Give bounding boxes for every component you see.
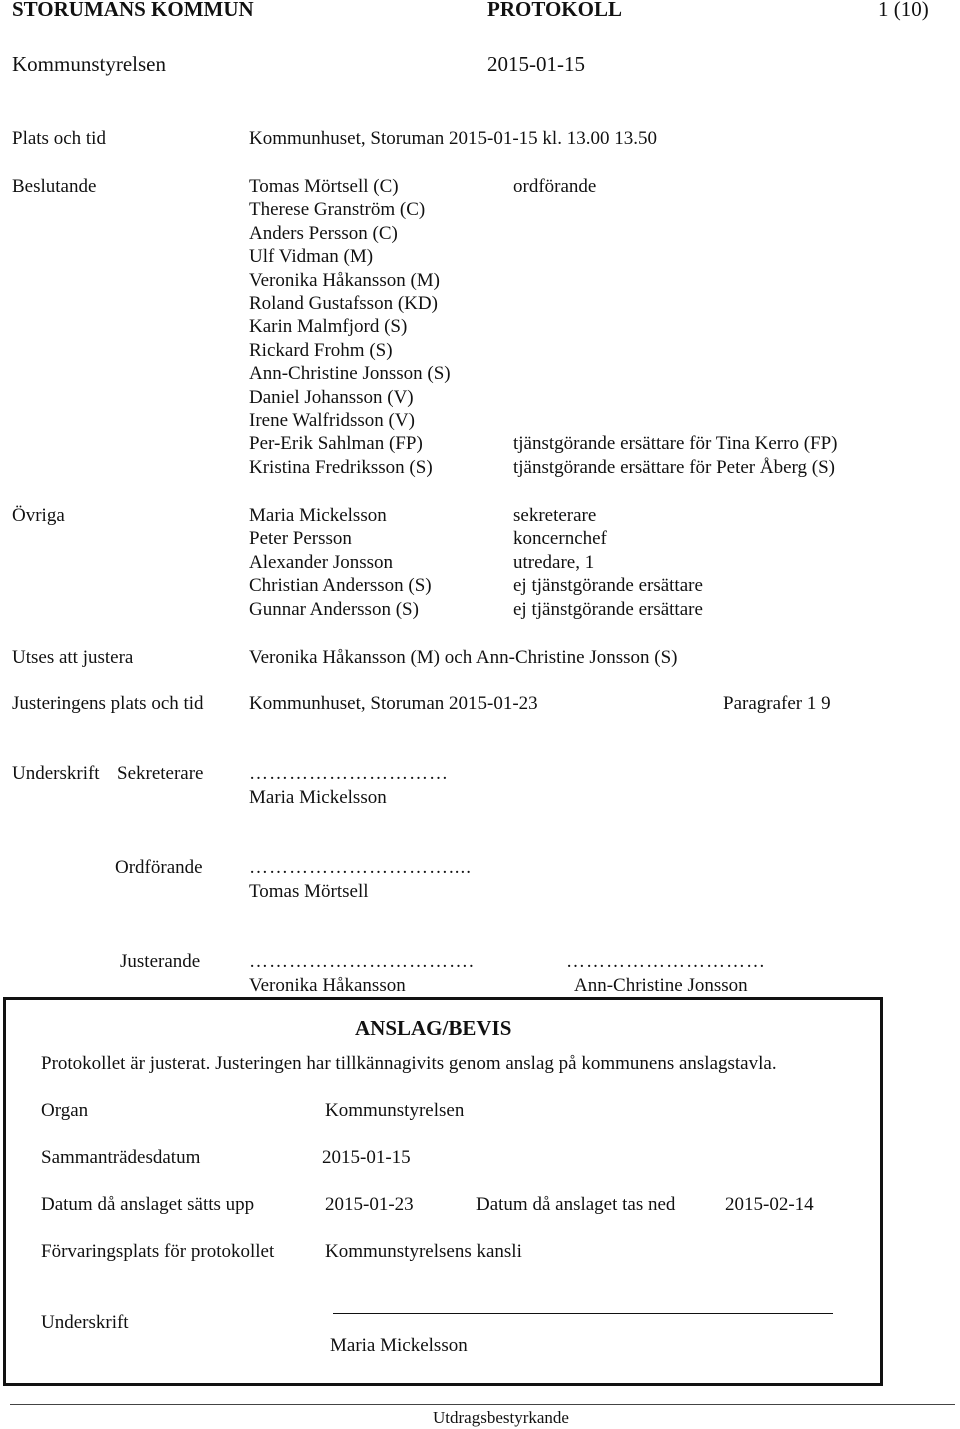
notice-signature-name: Maria Mickelsson [330,1335,468,1356]
notice-signature-label: Underskrift [41,1312,129,1333]
meeting-date: 2015-01-15 [487,52,585,76]
committee-name: Kommunstyrelsen [12,52,166,76]
adjuster2-name: Ann-Christine Jonsson [574,975,748,996]
member-name: Rickard Frohm (S) [249,339,393,361]
signature-title: Underskrift [12,763,100,784]
storage-value: Kommunstyrelsens kansli [325,1241,522,1262]
notice-box [3,997,883,1386]
others-label: Övriga [12,505,65,526]
member-role [513,269,838,292]
member-name: Ulf Vidman (M) [249,246,374,268]
member-role [513,315,838,338]
adjustment-value: Kommunhuset, Storuman 2015-01-23 [249,693,538,714]
adjusters-label: Utses att justera [12,647,134,668]
notice-statement: Protokollet är justerat. Justeringen har tillkännagivits genom anslag på kommunens anslagstavla. [41,1053,777,1074]
secretary-label: Sekreterare [117,763,204,784]
chair-signature-line: ………………………….... [249,857,472,878]
other-role: sekreterare [513,505,597,526]
posted-date-value: 2015-01-23 [325,1194,414,1215]
member-name: Irene Walfridsson (V) [249,409,415,431]
other-role: utredare, 1 [513,551,595,573]
other-role: ej tjänstgörande ersättare [513,598,703,620]
footer-divider [10,1404,955,1405]
other-name: Peter Persson [249,528,352,550]
other-name: Alexander Jonsson [249,551,394,573]
member-name: Daniel Johansson (V) [249,386,414,408]
place-label: Plats och tid [12,128,106,149]
member-name: Therese Granström (C) [249,199,426,221]
member-role [513,362,838,385]
member-role [513,339,838,362]
other-role: ej tjänstgörande ersättare [513,575,703,597]
member-name: Veronika Håkansson (M) [249,269,441,291]
member-name: Anders Persson (C) [249,222,398,244]
org-name: STORUMANS KOMMUN [12,0,254,21]
notice-signature-line [333,1313,833,1314]
adjuster1-signature-line: ……………………………. [249,951,475,972]
meeting-date-value: 2015-01-15 [322,1147,411,1168]
member-name: Ann-Christine Jonsson (S) [249,363,451,385]
member-role [513,386,838,409]
deciding-roles [513,175,838,479]
footer-text: Utdragsbestyrkande [433,1408,569,1427]
removed-date-label: Datum då anslaget tas ned [476,1194,676,1215]
member-role [513,292,838,315]
chair-label: Ordförande [115,857,203,878]
adjuster2-signature-line: ………………………… [566,951,766,972]
other-role: koncernchef [513,528,607,550]
others-names [249,504,432,621]
other-name: Maria Mickelsson [249,505,387,526]
removed-date-value: 2015-02-14 [725,1194,814,1215]
member-name: Roland Gustafsson (KD) [249,292,438,314]
deciding-names [249,175,451,479]
member-role [513,245,838,268]
meeting-date-label: Sammanträdesdatum [41,1147,201,1168]
member-name: Per-Erik Sahlman (FP) [249,433,423,455]
adjusters-value: Veronika Håkansson (M) och Ann-Christine Jonsson (S) [249,647,678,668]
storage-label: Förvaringsplats för protokollet [41,1241,275,1262]
member-role: ordförande [513,176,597,197]
notice-title: ANSLAG/BEVIS [355,1016,512,1040]
adjuster1-name: Veronika Håkansson [249,975,406,996]
organ-value: Kommunstyrelsen [325,1100,465,1121]
document-type: PROTOKOLL [487,0,622,21]
secretary-name: Maria Mickelsson [249,787,387,808]
adjuster-label: Justerande [120,951,201,972]
chair-name: Tomas Mörtsell [249,881,369,902]
secretary-signature-line: ………………………… [249,763,449,784]
other-name: Gunnar Andersson (S) [249,598,419,620]
adjustment-label: Justeringens plats och tid [12,693,204,714]
organ-label: Organ [41,1100,89,1121]
others-roles [513,504,703,621]
posted-date-label: Datum då anslaget sätts upp [41,1194,255,1215]
deciding-label: Beslutande [12,176,97,197]
other-name: Christian Andersson (S) [249,575,432,597]
place-value: Kommunhuset, Storuman 2015-01-15 kl. 13.00 13.50 [249,128,657,149]
member-role: tjänstgörande ersättare för Peter Åberg (S) [513,456,835,478]
member-role: tjänstgörande ersättare för Tina Kerro (FP) [513,433,838,455]
member-role [513,198,838,221]
member-name: Tomas Mörtsell (C) [249,176,399,197]
member-role [513,222,838,245]
member-name: Karin Malmfjord (S) [249,316,408,338]
paragraphs-range: Paragrafer 1 9 [723,693,831,714]
page-number: 1 (10) [878,0,929,21]
member-name: Kristina Fredriksson (S) [249,456,433,478]
member-role [513,409,838,432]
